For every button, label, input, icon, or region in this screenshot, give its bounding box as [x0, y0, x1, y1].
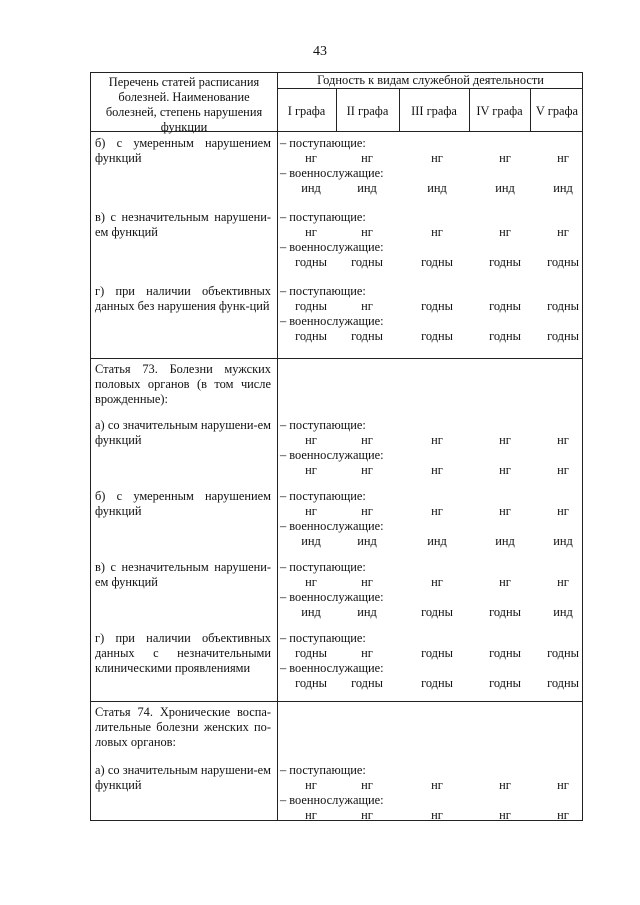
- value-cell: нг: [557, 575, 569, 589]
- value-cell: нг: [557, 151, 569, 165]
- value-cell: нг: [499, 151, 511, 165]
- header-right: Годность к видам служебной деятельности: [317, 73, 544, 87]
- applicants-label: – поступающие:: [280, 284, 366, 298]
- value-cell: инд: [495, 181, 515, 195]
- applicants-label: – поступающие:: [280, 136, 366, 150]
- value-cell: нг: [557, 225, 569, 239]
- value-cell: нг: [431, 151, 443, 165]
- value-cell: годны: [489, 255, 521, 269]
- value-cell: годны: [489, 329, 521, 343]
- servicemen-label: – военнослужащие:: [280, 448, 384, 462]
- header-left: Перечень статей расписания болезней. Наименование болезней, степень нарушения функции: [105, 75, 263, 134]
- row-title: в) с незначительным нарушени-ем функций: [95, 560, 271, 589]
- value-cell: годны: [295, 255, 327, 269]
- value-cell: нг: [305, 778, 317, 792]
- value-cell: нг: [431, 778, 443, 792]
- value-cell: инд: [357, 181, 377, 195]
- value-cell: годны: [351, 329, 383, 343]
- header-col-4: IV графа: [476, 104, 523, 118]
- applicants-label: – поступающие:: [280, 763, 366, 777]
- value-cell: нг: [361, 463, 373, 477]
- value-cell: годны: [421, 605, 453, 619]
- page-number: 43: [313, 44, 327, 59]
- value-cell: нг: [557, 778, 569, 792]
- applicants-label: – поступающие:: [280, 560, 366, 574]
- value-cell: нг: [361, 433, 373, 447]
- servicemen-label: – военнослужащие:: [280, 590, 384, 604]
- applicants-label: – поступающие:: [280, 489, 366, 503]
- applicants-label: – поступающие:: [280, 418, 366, 432]
- value-cell: нг: [361, 299, 373, 313]
- value-cell: нг: [361, 575, 373, 589]
- value-cell: годны: [351, 676, 383, 690]
- row-title: г) при наличии объективных данных без нарушения функ-ций: [95, 284, 271, 313]
- value-cell: годны: [295, 676, 327, 690]
- header-col-2: II графа: [346, 104, 389, 118]
- value-cell: инд: [357, 534, 377, 548]
- value-cell: нг: [361, 778, 373, 792]
- row-title: а) со значительным нарушени-ем функций: [95, 418, 271, 447]
- value-cell: годны: [489, 676, 521, 690]
- value-cell: годны: [547, 646, 579, 660]
- row-title: б) с умеренным нарушением функций: [95, 489, 271, 518]
- value-cell: инд: [427, 181, 447, 195]
- value-cell: годны: [489, 605, 521, 619]
- value-cell: нг: [305, 504, 317, 518]
- value-cell: инд: [427, 534, 447, 548]
- value-cell: нг: [431, 504, 443, 518]
- value-cell: годны: [547, 299, 579, 313]
- value-cell: нг: [557, 463, 569, 477]
- value-cell: инд: [495, 534, 515, 548]
- value-cell: нг: [431, 463, 443, 477]
- value-cell: годны: [489, 646, 521, 660]
- column-divider: [277, 73, 278, 820]
- value-cell: нг: [499, 433, 511, 447]
- value-cell: нг: [499, 575, 511, 589]
- value-cell: годны: [421, 299, 453, 313]
- value-cell: нг: [305, 151, 317, 165]
- value-cell: годны: [547, 329, 579, 343]
- value-cell: нг: [499, 225, 511, 239]
- fitness-table: [90, 72, 583, 821]
- header-col-3: III графа: [411, 104, 457, 118]
- article-title: Статья 73. Болезни мужских половых органов (в том числе врожденные):: [95, 362, 271, 406]
- applicants-label: – поступающие:: [280, 210, 366, 224]
- value-cell: нг: [305, 575, 317, 589]
- value-cell: годны: [421, 329, 453, 343]
- header-divider: [277, 88, 582, 89]
- servicemen-label: – военнослужащие:: [280, 314, 384, 328]
- value-cell: нг: [305, 463, 317, 477]
- row-title: б) с умеренным нарушением функций: [95, 136, 271, 165]
- value-cell: инд: [301, 534, 321, 548]
- value-cell: нг: [499, 778, 511, 792]
- header-col-1: I графа: [287, 104, 326, 118]
- value-cell: нг: [557, 433, 569, 447]
- value-cell: годны: [351, 255, 383, 269]
- value-cell: инд: [553, 605, 573, 619]
- value-cell: годны: [547, 676, 579, 690]
- value-cell: нг: [557, 808, 569, 822]
- value-cell: инд: [553, 534, 573, 548]
- servicemen-label: – военнослужащие:: [280, 519, 384, 533]
- value-cell: инд: [301, 181, 321, 195]
- value-cell: нг: [499, 504, 511, 518]
- value-cell: годны: [421, 676, 453, 690]
- servicemen-label: – военнослужащие:: [280, 240, 384, 254]
- value-cell: нг: [557, 504, 569, 518]
- value-cell: годны: [295, 329, 327, 343]
- value-cell: годны: [421, 646, 453, 660]
- value-cell: нг: [431, 808, 443, 822]
- value-cell: годны: [421, 255, 453, 269]
- value-cell: инд: [301, 605, 321, 619]
- row-divider-73: [91, 358, 582, 359]
- value-cell: инд: [553, 181, 573, 195]
- article-title: Статья 74. Хронические воспа-лительные болезни женских по-ловых органов:: [95, 705, 271, 749]
- servicemen-label: – военнослужащие:: [280, 793, 384, 807]
- value-cell: годны: [295, 646, 327, 660]
- value-cell: нг: [361, 504, 373, 518]
- value-cell: годны: [489, 299, 521, 313]
- value-cell: нг: [431, 575, 443, 589]
- value-cell: нг: [361, 151, 373, 165]
- value-cell: нг: [305, 225, 317, 239]
- row-title: г) при наличии объективных данных с незначительными клиническими проявлениями: [95, 631, 271, 675]
- value-cell: нг: [499, 463, 511, 477]
- servicemen-label: – военнослужащие:: [280, 166, 384, 180]
- header-col-5: V графа: [535, 104, 579, 118]
- value-cell: инд: [357, 605, 377, 619]
- value-cell: годны: [295, 299, 327, 313]
- value-cell: нг: [305, 433, 317, 447]
- value-cell: нг: [499, 808, 511, 822]
- row-title: в) с незначительным нарушени-ем функций: [95, 210, 271, 239]
- row-divider-74: [91, 701, 582, 702]
- servicemen-label: – военнослужащие:: [280, 661, 384, 675]
- value-cell: нг: [361, 646, 373, 660]
- value-cell: нг: [305, 808, 317, 822]
- value-cell: нг: [431, 433, 443, 447]
- value-cell: нг: [361, 225, 373, 239]
- row-title: а) со значительным нарушени-ем функций: [95, 763, 271, 792]
- applicants-label: – поступающие:: [280, 631, 366, 645]
- value-cell: нг: [361, 808, 373, 822]
- value-cell: годны: [547, 255, 579, 269]
- value-cell: нг: [431, 225, 443, 239]
